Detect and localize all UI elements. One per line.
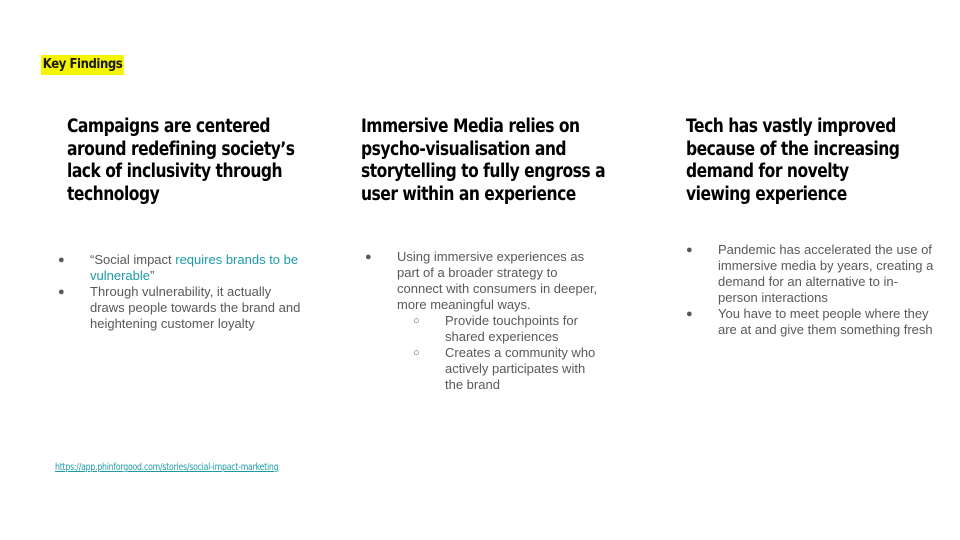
bullet-icon: ● [58,286,65,298]
sub-bullet-list [397,313,605,393]
column-1-bullet-list [58,252,308,332]
bullet-icon: ● [686,244,693,256]
quote-close: ” [150,268,155,283]
list-item-text: Pandemic has accelerated the use of immersive media by years, creating a demand for an alternative to in-person interactions [718,242,934,305]
bullet-icon: ● [686,308,693,320]
list-item [686,242,936,306]
bullet-icon: ● [365,251,372,263]
sub-list-item-text: Provide touchpoints for shared experiences [445,313,578,344]
list-item [58,284,308,332]
key-findings-tag: Key Findings [41,55,124,75]
list-item [686,306,936,338]
sub-list-item [397,345,605,393]
list-item [58,252,308,284]
list-item-text: You have to meet people where they are at and give them something fresh [718,306,933,337]
quote-open: “Social impact [90,252,176,267]
column-2-heading: Immersive Media relies on psycho-visualisation and storytelling to fully engross a user within an experience [361,116,606,205]
quote-highlight: requires brands to be vulnerable [90,252,299,283]
column-3-bullet-list [686,242,936,338]
hollow-bullet-icon: ○ [413,347,420,359]
list-item [365,249,605,393]
sub-list-item-text: Creates a community who actively participates with the brand [445,345,596,392]
hollow-bullet-icon: ○ [413,315,420,327]
list-item-text: Using immersive experiences as part of a broader strategy to connect with consumers in deeper, more meaningful ways. [397,249,598,312]
bullet-icon: ● [58,254,65,266]
source-link[interactable]: https://app.phinforgood.com/stories/social-impact-marketing [55,462,279,473]
column-3-heading: Tech has vastly improved because of the increasing demand for novelty viewing experience [686,116,900,205]
list-item-text: Through vulnerability, it actually draws people towards the brand and heightening customer loyalty [90,284,301,331]
column-1-heading: Campaigns are centered around redefining society’s lack of inclusivity through technology [67,116,295,205]
column-2-bullet-list [365,249,605,393]
sub-list-item [397,313,605,345]
